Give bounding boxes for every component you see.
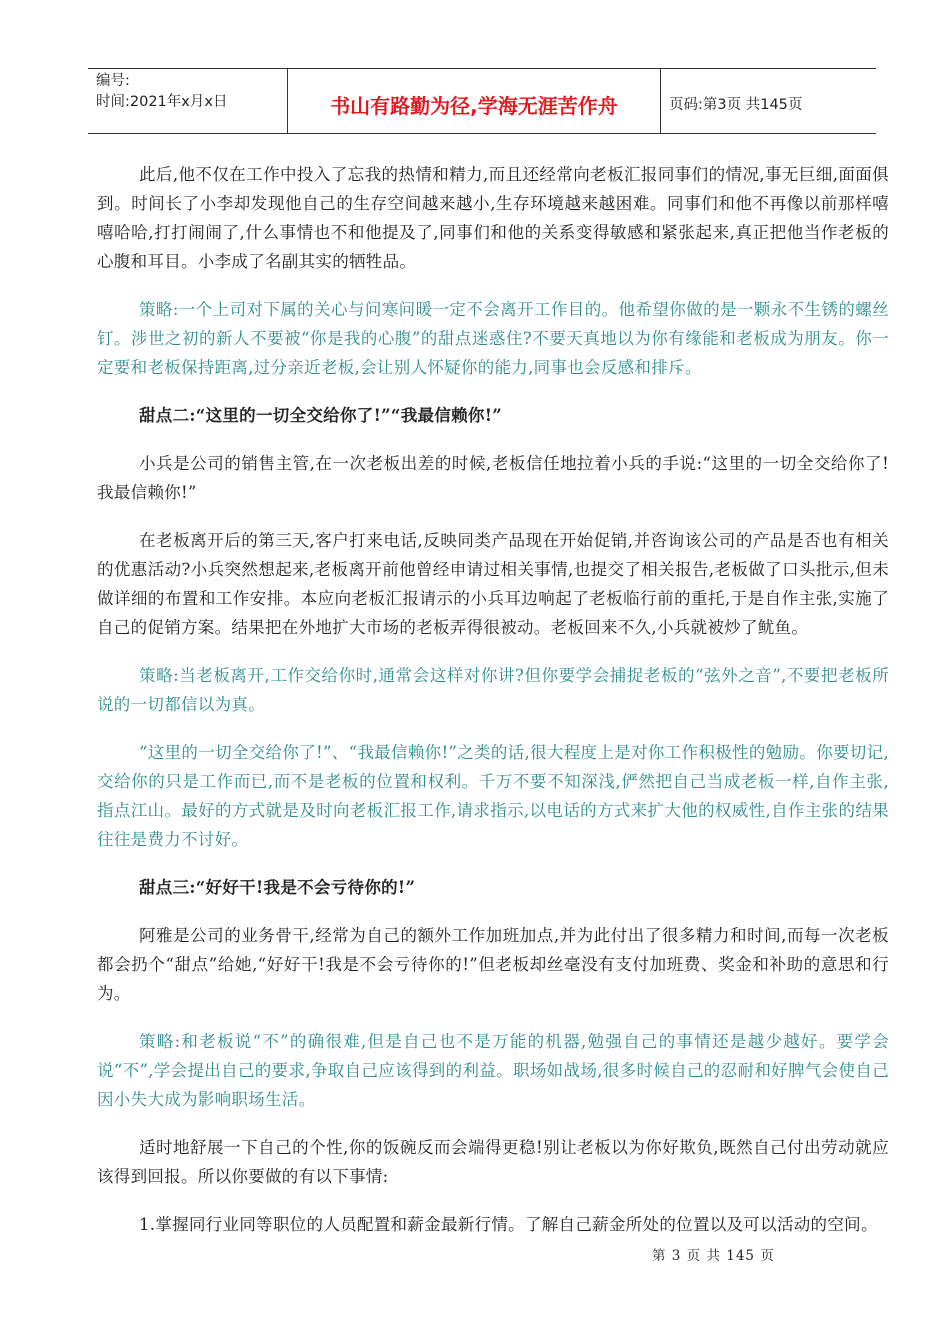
header-motto: 书山有路勤为径,学海无涯苦作舟: [288, 69, 661, 133]
page-footer: 第 3 页 共 145 页: [652, 1248, 775, 1264]
paragraph-strategy-2a: 策略:当老板离开,工作交给你时,通常会这样对你讲?但你要学会捕捉老板的“弦外之音”,不要把老板所说的一切都信以为真。: [97, 666, 889, 714]
number-label: 编号:: [96, 73, 130, 89]
page-header: [88, 68, 876, 134]
header-meta: [88, 69, 288, 133]
heading-sweet-2: 甜点二:“这里的一切全交给你了!”“我最信赖你!”: [139, 406, 503, 425]
paragraph-story-xiaoli: 此后,他不仅在工作中投入了忘我的热情和精力,而且还经常向老板汇报同事们的情况,事无巨细,面面俱到。时间长了小李却发现他自己的生存空间越来越小,生存环境越来越困难。同事们和他不再像以前那样嘻嘻哈哈,打打闹闹了,什么事情也不和他提及了,同事们和他的关系变得敏感和紧张起来,真正把他当作老板的心腹和耳目。小李成了名副其实的牺牲品。: [97, 165, 889, 271]
document-body: [97, 160, 889, 1239]
heading-sweet-3: 甜点三:“好好干!我是不会亏待你的!”: [139, 878, 416, 897]
paragraph-strategy-2b: “这里的一切全交给你了!”、“我最信赖你!”之类的话,很大程度上是对你工作积极性的勉励。你要切记,交给你的只是工作而已,而不是老板的位置和权利。千万不要不知深浅,俨然把自己当成老板一样,自作主张,指点江山。最好的方式就是及时向老板汇报工作,请求指示,以电话的方式来扩大他的权威性,自作主张的结果往往是费力不讨好。: [97, 743, 889, 849]
time-label: 时间:2021年x月x日: [96, 94, 228, 110]
paragraph-story-xiaobing-2: 在老板离开后的第三天,客户打来电话,反映同类产品现在开始促销,并咨询该公司的产品是否也有相关的优惠活动?小兵突然想起来,老板离开前他曾经申请过相关事情,也提交了相关报告,老板做了口头批示,但未做详细的布置和工作安排。本应向老板汇报请示的小兵耳边响起了老板临行前的重托,于是自作主张,实施了自己的促销方案。结果把在外地扩大市场的老板弄得很被动。老板回来不久,小兵就被炒了鱿鱼。: [97, 531, 889, 637]
paragraph-story-xiaobing-1: 小兵是公司的销售主管,在一次老板出差的时候,老板信任地拉着小兵的手说:“这里的一切全交给你了!我最信赖你!”: [97, 454, 889, 502]
paragraph-advice: 适时地舒展一下自己的个性,你的饭碗反而会端得更稳!别让老板以为你好欺负,既然自己付出劳动就应该得到回报。所以你要做的有以下事情:: [97, 1138, 889, 1186]
paragraph-list-item-1: 1.掌握同行业同等职位的人员配置和薪金最新行情。了解自己薪金所处的位置以及可以活动的空间。: [139, 1215, 878, 1234]
paragraph-strategy-3: 策略:和老板说“不”的确很难,但是自己也不是万能的机器,勉强自己的事情还是越少越好。要学会说“不”,学会提出自己的要求,争取自己应该得到的利益。职场如战场,很多时候自己的忍耐和好脾气会使自己因小失大成为影响职场生活。: [97, 1032, 889, 1109]
paragraph-strategy-1: 策略:一个上司对下属的关心与问寒问暖一定不会离开工作目的。他希望你做的是一颗永不生锈的螺丝钉。涉世之初的新人不要被“你是我的心腹”的甜点迷惑住?不要天真地以为你有缘能和老板成为朋友。你一定要和老板保持距离,过分亲近老板,会让别人怀疑你的能力,同事也会反感和排斥。: [97, 300, 889, 377]
header-page-info: 页码:第3页 共145页: [669, 96, 803, 113]
paragraph-story-aya: 阿雅是公司的业务骨干,经常为自己的额外工作加班加点,并为此付出了很多精力和时间,而每一次老板都会扔个“甜点”给她,“好好干!我是不会亏待你的!”但老板却丝毫没有支付加班费、奖金和补助的意思和行为。: [97, 926, 889, 1003]
